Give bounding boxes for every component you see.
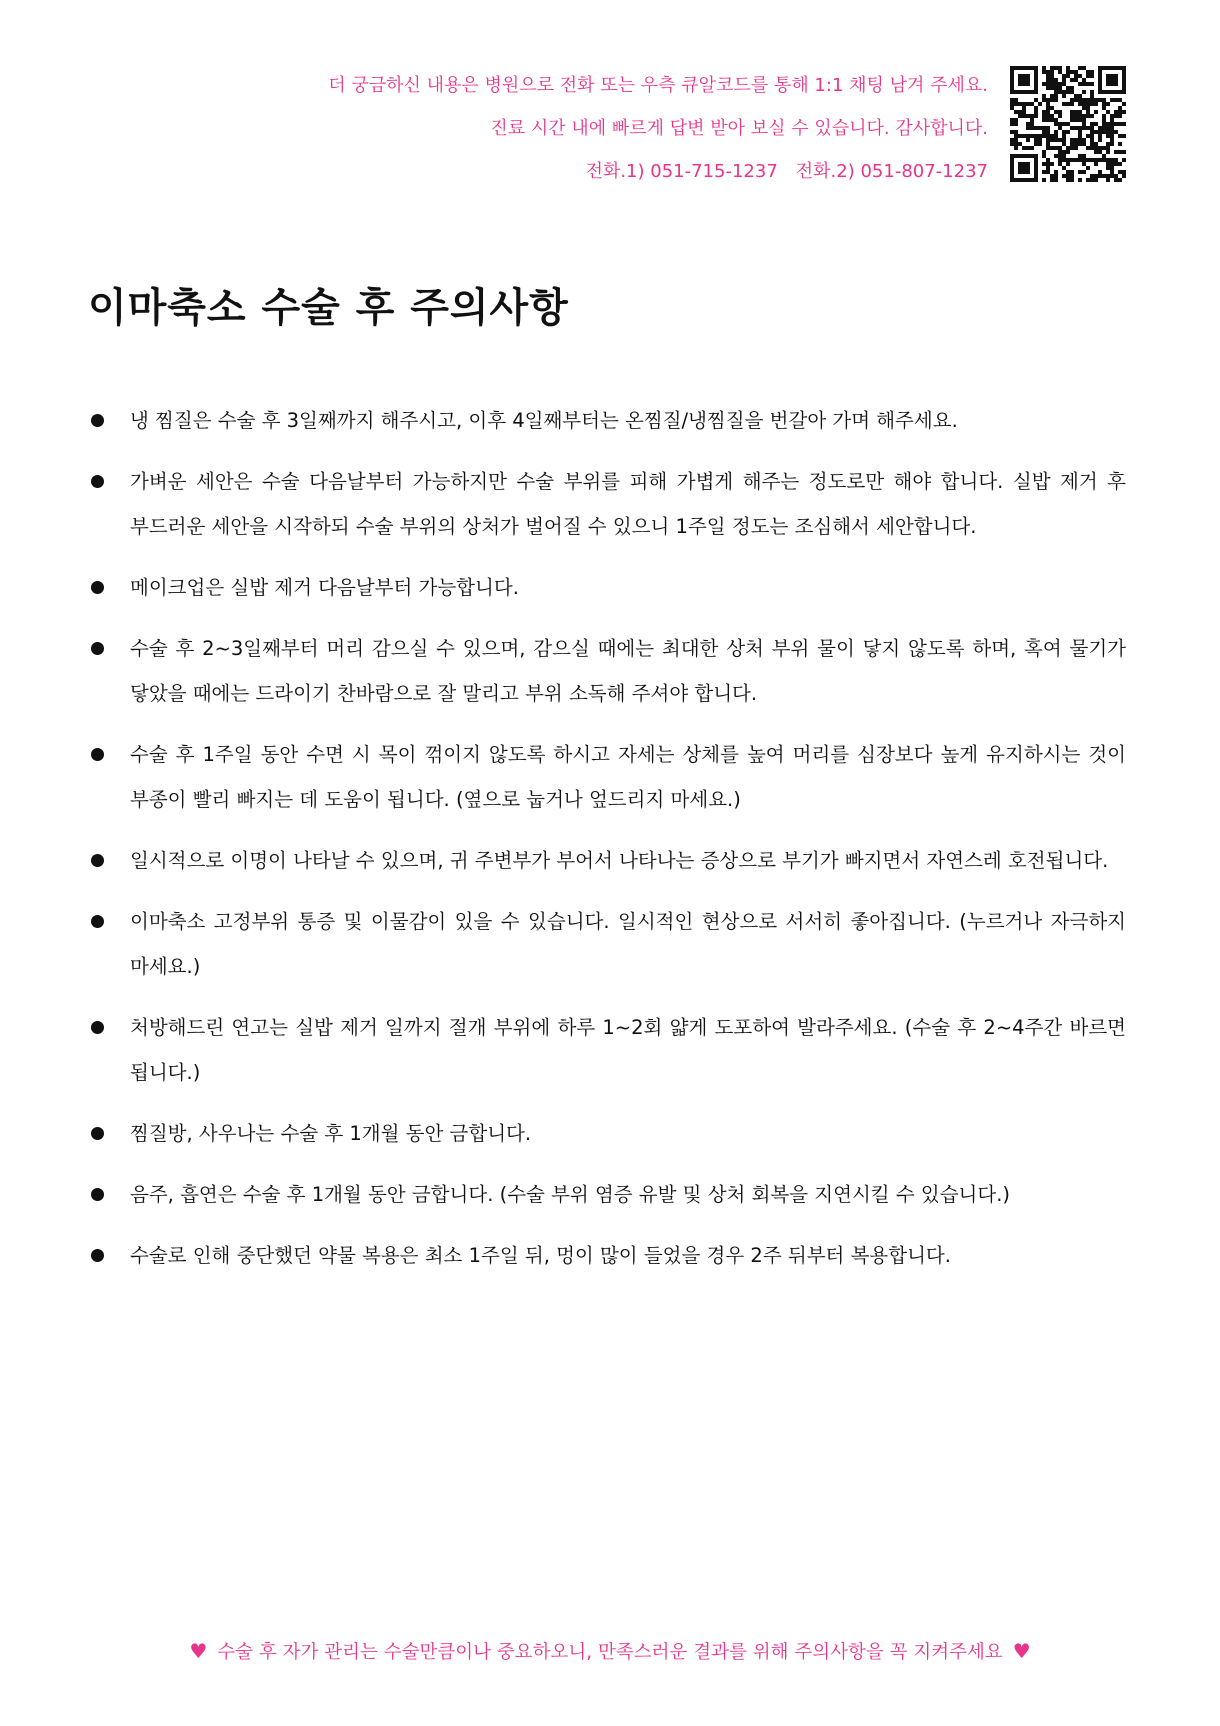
footer-note <box>0 1638 1220 1664</box>
list-item <box>86 732 1126 822</box>
list-item <box>86 565 1126 610</box>
list-item <box>86 398 1126 443</box>
list-item-text: 처방해드린 연고는 실밥 제거 일까지 절개 부위에 하루 1~2회 얇게 도포하여 발라주세요. (수술 후 2~4주간 바르면 됩니다.) <box>130 1016 1126 1084</box>
heart-icon: ♥ <box>189 1639 208 1663</box>
bullet-icon <box>91 1127 104 1140</box>
list-item-text: 수술 후 2~3일째부터 머리 감으실 수 있으며, 감으실 때에는 최대한 상처 부위 물이 닿지 않도록 하며, 혹여 물기가 닿았을 때에는 드라이기 찬바람으로 잘 말리고 부위 소독해 주셔야 합니다. <box>130 637 1126 705</box>
list-item-text: 찜질방, 사우나는 수술 후 1개월 동안 금합니다. <box>130 1122 532 1145</box>
bullet-icon <box>91 915 104 928</box>
list-item-text: 냉 찜질은 수술 후 3일째까지 해주시고, 이후 4일째부터는 온찜질/냉찜질을 번갈아 가며 해주세요. <box>130 409 958 432</box>
list-item <box>86 1111 1126 1156</box>
bullet-icon <box>91 748 104 761</box>
precautions-list <box>86 398 1126 1294</box>
contact-info <box>328 64 988 193</box>
page-title: 이마축소 수술 후 주의사항 <box>88 285 569 331</box>
list-item-text: 수술로 인해 중단했던 약물 복용은 최소 1주일 뒤, 멍이 많이 들었을 경우 2주 뒤부터 복용합니다. <box>130 1244 951 1267</box>
qr-code-icon[interactable] <box>1010 66 1126 182</box>
list-item <box>86 459 1126 549</box>
list-item <box>86 838 1126 883</box>
contact-phones <box>328 150 988 193</box>
list-item-text: 이마축소 고정부위 통증 및 이물감이 있을 수 있습니다. 일시적인 현상으로 서서히 좋아집니다. (누르거나 자극하지 마세요.) <box>130 910 1126 978</box>
bullet-icon <box>91 1021 104 1034</box>
footer-text: 수술 후 자가 관리는 수술만큼이나 중요하오니, 만족스러운 결과를 위해 주의사항을 꼭 지켜주세요 <box>217 1642 1003 1663</box>
heart-icon: ♥ <box>1012 1639 1031 1663</box>
phone-2[interactable]: 전화.2) 051-807-1237 <box>795 161 988 182</box>
list-item <box>86 1005 1126 1095</box>
bullet-icon <box>91 1249 104 1262</box>
list-item-text: 음주, 흡연은 수술 후 1개월 동안 금합니다. (수술 부위 염증 유발 및 상처 회복을 지연시킬 수 있습니다.) <box>130 1183 1011 1206</box>
list-item-text: 메이크업은 실밥 제거 다음날부터 가능합니다. <box>130 576 519 599</box>
list-item-text: 가벼운 세안은 수술 다음날부터 가능하지만 수술 부위를 피해 가볍게 해주는 정도로만 해야 합니다. 실밥 제거 후 부드러운 세안을 시작하되 수술 부위의 상처가 벌어질 수 있으니 1주일 정도는 조심해서 세안합니다. <box>130 470 1126 538</box>
bullet-icon <box>91 581 104 594</box>
list-item-text: 일시적으로 이명이 나타날 수 있으며, 귀 주변부가 부어서 나타나는 증상으로 부기가 빠지면서 자연스레 호전됩니다. <box>130 849 1109 872</box>
list-item <box>86 1233 1126 1278</box>
bullet-icon <box>91 414 104 427</box>
contact-line-2: 진료 시간 내에 빠르게 답변 받아 보실 수 있습니다. 감사합니다. <box>490 118 988 139</box>
bullet-icon <box>91 642 104 655</box>
bullet-icon <box>91 854 104 867</box>
list-item <box>86 899 1126 989</box>
list-item <box>86 626 1126 716</box>
list-item-text: 수술 후 1주일 동안 수면 시 목이 꺾이지 않도록 하시고 자세는 상체를 높여 머리를 심장보다 높게 유지하시는 것이 부종이 빨리 빠지는 데 도움이 됩니다. (옆으로 눕거나 엎드리지 마세요.) <box>130 743 1126 811</box>
contact-line-1: 더 궁금하신 내용은 병원으로 전화 또는 우측 큐알코드를 통해 1:1 채팅 남겨 주세요. <box>328 75 988 96</box>
phone-1[interactable]: 전화.1) 051-715-1237 <box>585 161 778 182</box>
list-item <box>86 1172 1126 1217</box>
bullet-icon <box>91 475 104 488</box>
bullet-icon <box>91 1188 104 1201</box>
